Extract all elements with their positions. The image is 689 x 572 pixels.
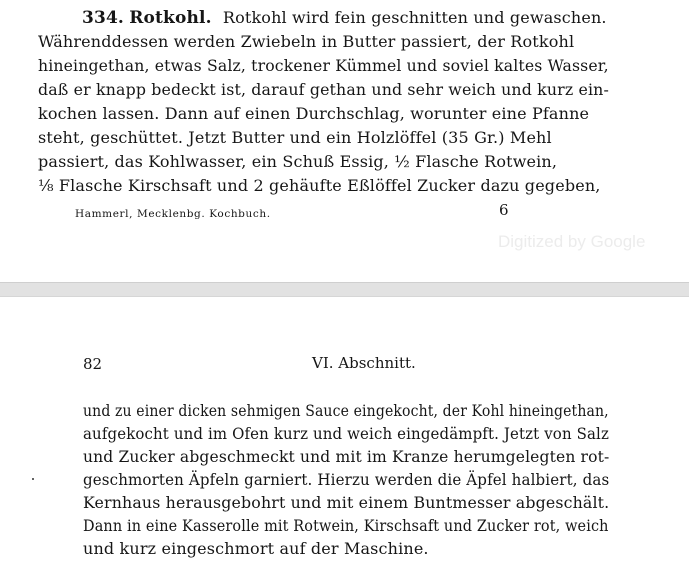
signature-mark: 6 [499,201,509,219]
text-line: und zu einer dicken sehmigen Sauce eingekocht, der Kohl hineingethan, [83,401,609,420]
text-line [82,8,607,28]
footer-source: Hammerl, Mecklenbg. Kochbuch. [75,208,271,220]
text-line: Dann in eine Kasserolle mit Rotwein, Kirschsaft und Zucker rot, weich [83,516,609,535]
scan-speck [32,478,34,480]
text-line: passiert, das Kohlwasser, ein Schuß Essig, ½ Flasche Rotwein, [38,152,558,171]
recipe-number: 334. [82,8,125,28]
running-head: VI. Abschnitt. [312,354,416,372]
page-top [0,0,689,282]
text-line: geschmorten Äpfeln garniert. Hierzu werden die Äpfel halbiert, das [83,470,610,489]
first-line-text: Rotkohl wird fein geschnitten und gewaschen. [222,8,607,27]
text-line: hineingethan, etwas Salz, trockener Kümmel und soviel kaltes Wasser, [38,56,609,75]
text-line: Kernhaus herausgebohrt und mit einem Buntmesser abgeschält. [83,493,610,512]
recipe-title: Rotkohl. [129,8,212,28]
text-line: kochen lassen. Dann auf einen Durchschlag, worunter eine Pfanne [38,104,590,123]
text-line: ⅛ Flasche Kirschsaft und 2 gehäufte Eßlöffel Zucker dazu gegeben, [38,176,601,195]
page-separator [0,282,689,297]
text-line: aufgekocht und im Ofen kurz und weich eingedämpft. Jetzt von Salz [83,424,609,443]
text-line: Währenddessen werden Zwiebeln in Butter passiert, der Rotkohl [38,32,575,51]
text-line: steht, geschüttet. Jetzt Butter und ein Holzlöffel (35 Gr.) Mehl [38,128,552,147]
page-bottom [0,297,689,572]
page-number: 82 [83,355,103,373]
watermark: Digitized by Google [498,232,646,251]
text-line: und Zucker abgeschmeckt und mit im Kranze herumgelegten rot- [83,447,610,466]
text-line: daß er knapp bedeckt ist, darauf gethan und sehr weich und kurz ein- [38,80,609,99]
text-line: und kurz eingeschmort auf der Maschine. [83,539,429,558]
